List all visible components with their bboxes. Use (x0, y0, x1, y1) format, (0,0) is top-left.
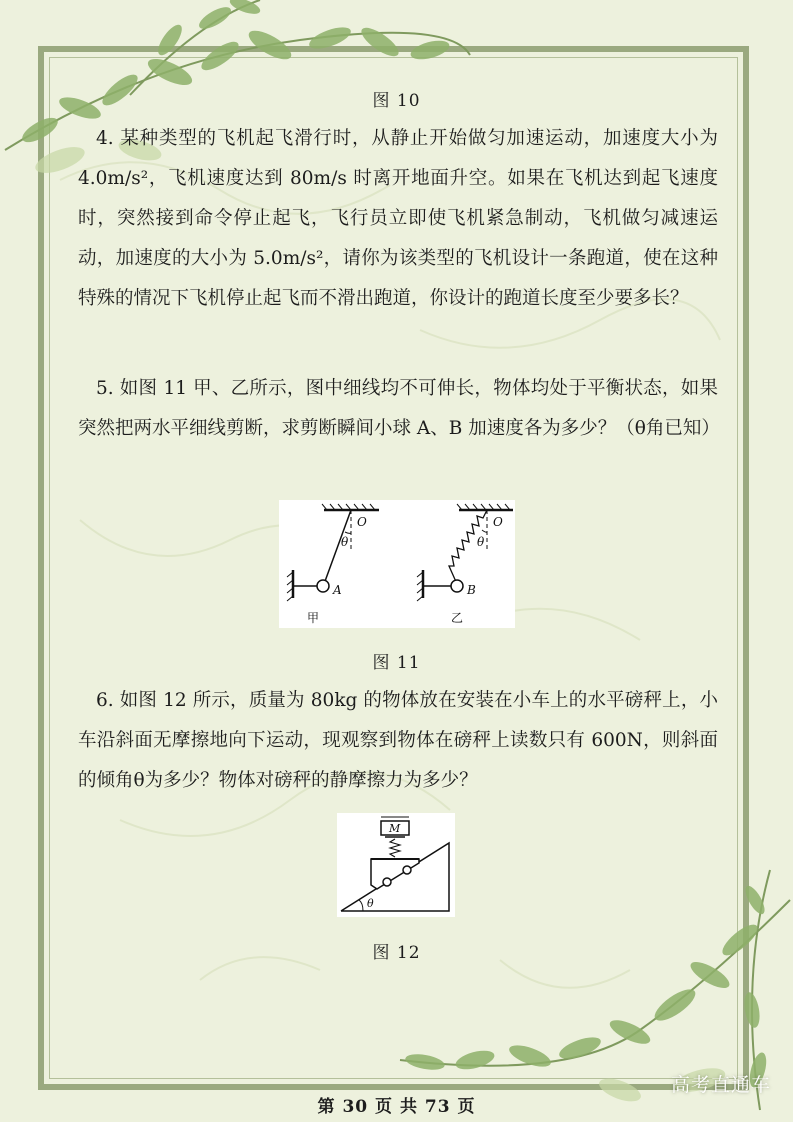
figure-11-left-angle: θ (341, 535, 349, 549)
problem-5 (78, 369, 718, 449)
figure-11-right-ball: B (467, 583, 476, 597)
problem-6-text: 如图 12 所示，质量为 80kg 的物体放在安装在小车上的水平磅秤上，小车沿斜面无摩擦地向下运动，现观察到物体在磅秤上读数只有 600N，则斜面的倾角θ为多少？物体对磅秤的静摩擦力为多少？ (78, 690, 718, 791)
problem-4 (78, 119, 718, 319)
figure-11-left-label: 甲 (307, 611, 320, 625)
figure-12-mass: M (389, 822, 401, 835)
problem-4-text: 某种类型的飞机起飞滑行时，从静止开始做匀加速运动，加速度大小为 4.0m/s²，飞机速度达到 80m/s 时离开地面升空。如果在飞机达到起飞速度时，突然接到命令停止起飞，飞行员立即使飞机紧急制动，飞机做匀减速运动，加速度的大小为 5.0m/s²，请你为该类型的飞机设计一条跑道，使在这种特殊的情况下飞机停止起飞而不滑出跑道，你设计的跑道长度至少要多长？ (78, 128, 718, 309)
problem-6 (78, 681, 718, 801)
page-footer: 第 30 页 共 73 页 (317, 1097, 476, 1117)
problem-6-number: 6. (96, 690, 114, 711)
problem-4-number: 4. (96, 128, 114, 149)
figure-12-angle: θ (367, 897, 374, 910)
figure-10-caption: 图 10 (372, 91, 421, 111)
figure-11-caption: 图 11 (372, 653, 421, 673)
figure-11-left-point: O (357, 515, 367, 529)
figure-12 (337, 813, 455, 917)
figure-11-right-point: O (493, 515, 503, 529)
figure-12-diagram (337, 813, 455, 917)
figure-11-diagram (279, 500, 515, 628)
figure-11-right-angle: θ (477, 535, 485, 549)
figure-12-caption: 图 12 (372, 943, 421, 963)
problem-5-text: 如图 11 甲、乙所示，图中细线均不可伸长，物体均处于平衡状态，如果突然把两水平细线剪断，求剪断瞬间小球 A、B 加速度各为多少？（θ角已知） (78, 378, 720, 439)
figure-11 (279, 500, 515, 628)
problem-5-number: 5. (96, 378, 114, 399)
watermark: 高考直通车 (670, 1074, 771, 1096)
figure-11-right-label: 乙 (451, 611, 464, 625)
figure-11-left-ball: A (333, 583, 342, 597)
